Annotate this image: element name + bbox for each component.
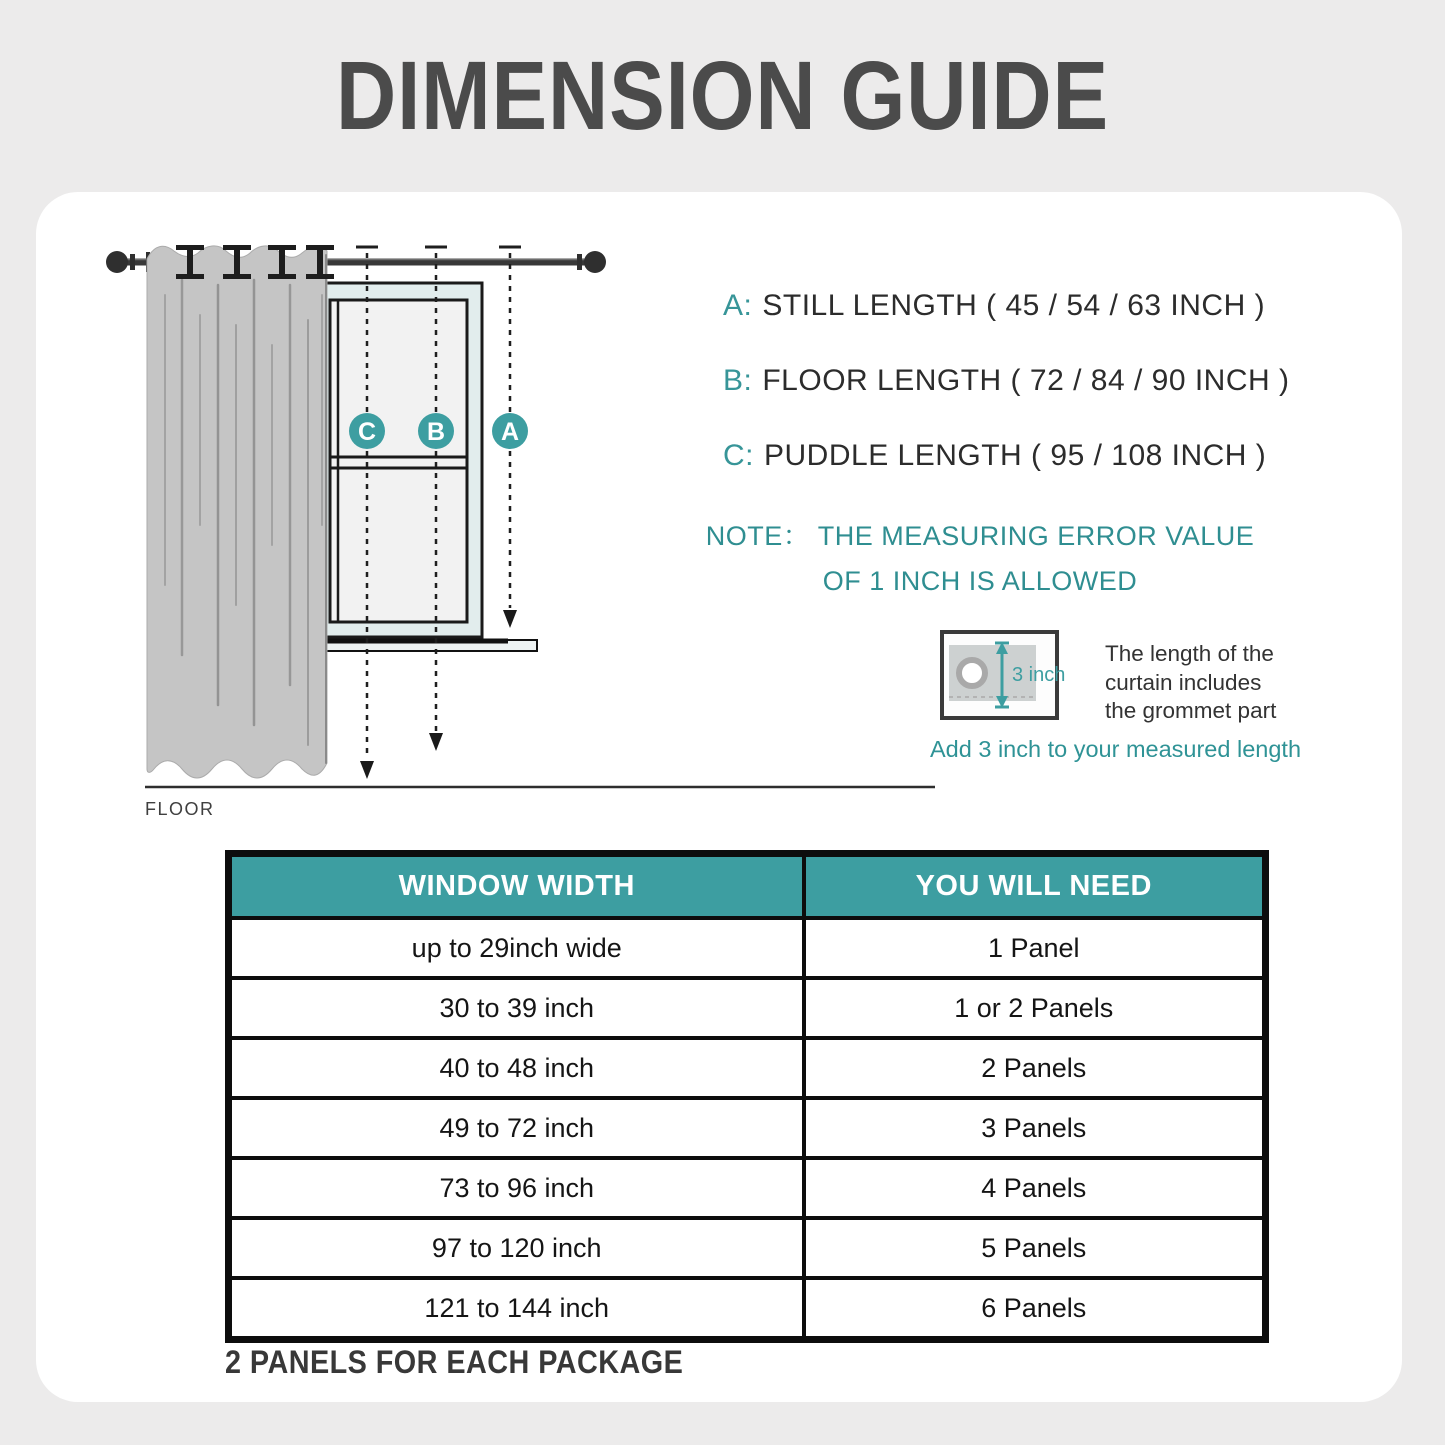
cell-panels: 4 Panels [804, 1158, 1266, 1218]
cell-width: 73 to 96 inch [229, 1158, 804, 1218]
cell-panels: 1 or 2 Panels [804, 978, 1266, 1038]
table-row [229, 1038, 1266, 1098]
cell-width: up to 29inch wide [229, 918, 804, 978]
cell-width: 121 to 144 inch [229, 1278, 804, 1340]
length-key-c: C: [723, 439, 754, 472]
grommet-caption-line-1: The length of the [1105, 641, 1274, 666]
cell-panels: 2 Panels [804, 1038, 1266, 1098]
measuring-note [700, 514, 1260, 604]
note-line-1: NOTE： THE MEASURING ERROR VALUE [705, 521, 1255, 551]
length-key-a: A: [723, 289, 753, 322]
cell-width: 49 to 72 inch [229, 1098, 804, 1158]
badge-a: A [500, 418, 520, 446]
length-text-a: STILL LENGTH ( 45 / 54 / 63 INCH ) [762, 289, 1266, 322]
table-row [229, 918, 1266, 978]
header-window-width: WINDOW WIDTH [229, 854, 804, 919]
table-row [229, 978, 1266, 1038]
header-you-will-need: YOU WILL NEED [804, 854, 1266, 919]
cell-panels: 5 Panels [804, 1218, 1266, 1278]
measure-badges [349, 413, 528, 449]
package-note: 2 PANELS FOR EACH PACKAGE [225, 1344, 684, 1380]
grommet-tip: Add 3 inch to your measured length [930, 736, 1302, 762]
length-text-c: PUDDLE LENGTH ( 95 / 108 INCH ) [764, 439, 1267, 472]
cell-width: 40 to 48 inch [229, 1038, 804, 1098]
length-item-c [723, 439, 1266, 473]
note-line-2: OF 1 INCH IS ALLOWED [822, 566, 1138, 596]
table-row [229, 1218, 1266, 1278]
panel-size-table [225, 850, 1269, 1343]
badge-b: B [426, 418, 446, 446]
length-key-b: B: [723, 364, 753, 397]
floor-label: FLOOR [145, 799, 215, 819]
curtain-icon [147, 246, 327, 778]
grommet-caption-line-3: the grommet part [1105, 698, 1277, 723]
length-item-a [723, 289, 1265, 323]
cell-width: 30 to 39 inch [229, 978, 804, 1038]
table-header-row [229, 854, 1266, 919]
cell-panels: 6 Panels [804, 1278, 1266, 1340]
grommet-caption-line-2: curtain includes [1105, 669, 1262, 695]
cell-panels: 3 Panels [804, 1098, 1266, 1158]
grommet-measure-label: 3 inch [1012, 664, 1066, 686]
length-text-b: FLOOR LENGTH ( 72 / 84 / 90 INCH ) [762, 364, 1290, 397]
grommet-detail-icon [938, 628, 1108, 723]
table-row [229, 1098, 1266, 1158]
length-item-b [723, 364, 1290, 398]
table-row [229, 1158, 1266, 1218]
cell-panels: 1 Panel [804, 918, 1266, 978]
table-row [229, 1278, 1266, 1340]
badge-c: C [357, 418, 377, 446]
window-icon [325, 283, 482, 637]
page-title: DIMENSION GUIDE [335, 41, 1110, 150]
content-panel [36, 192, 1402, 1402]
cell-width: 97 to 120 inch [229, 1218, 804, 1278]
window-sill-icon [322, 640, 537, 651]
grommet-caption [1105, 640, 1276, 726]
